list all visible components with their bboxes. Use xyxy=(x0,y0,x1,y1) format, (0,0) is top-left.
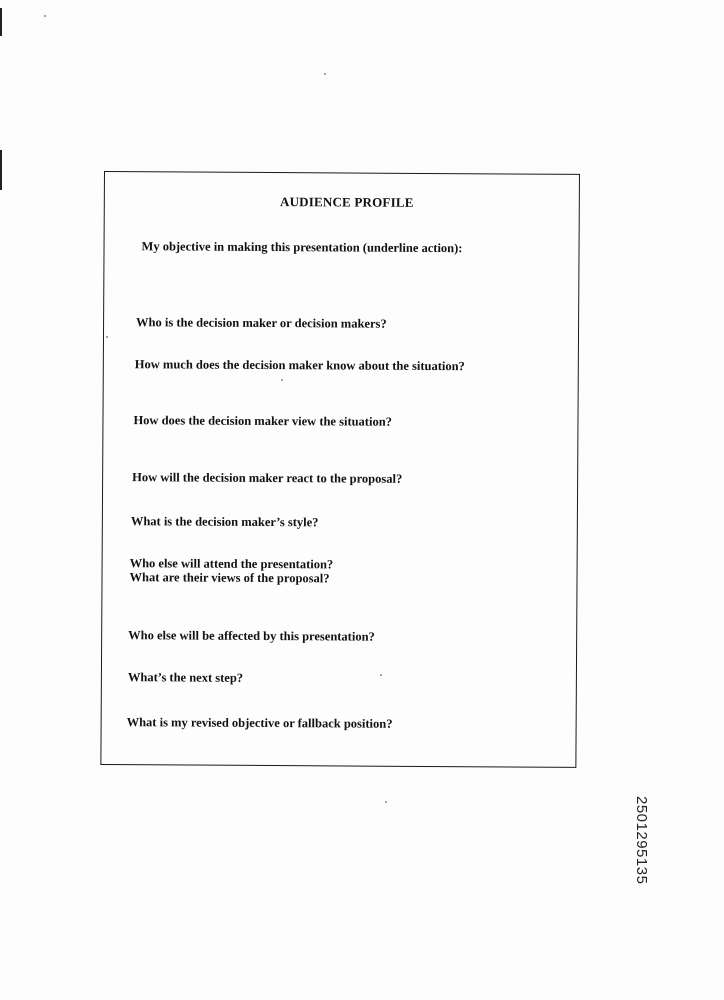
scan-edge-mark xyxy=(0,8,2,36)
question-view: How does the decision maker view the situation? xyxy=(133,413,392,429)
question-decision-maker: Who is the decision maker or decision makers? xyxy=(136,315,387,331)
question-attendees: Who else will attend the presentation? xyxy=(129,556,334,572)
question-next-step: What’s the next step? xyxy=(127,670,244,685)
scan-speck xyxy=(44,15,46,17)
form-title: AUDIENCE PROFILE xyxy=(279,194,414,210)
document-number: 2501295135 xyxy=(633,796,650,885)
question-reaction: How will the decision maker react to the proposal? xyxy=(132,470,403,486)
question-attendee-views: What are their views of the proposal? xyxy=(129,570,330,586)
scan-speck xyxy=(385,801,387,803)
question-knowledge: How much does the decision maker know about the situation? xyxy=(134,357,465,374)
question-style: What is the decision maker’s style? xyxy=(130,514,319,530)
audience-profile-box xyxy=(100,171,580,768)
question-fallback: What is my revised objective or fallback position? xyxy=(126,715,393,731)
question-objective: My objective in making this presentation (underline action): xyxy=(141,239,463,256)
scan-speck xyxy=(324,73,326,75)
question-affected: Who else will be affected by this presentation? xyxy=(128,628,375,644)
scan-edge-mark xyxy=(0,150,2,190)
